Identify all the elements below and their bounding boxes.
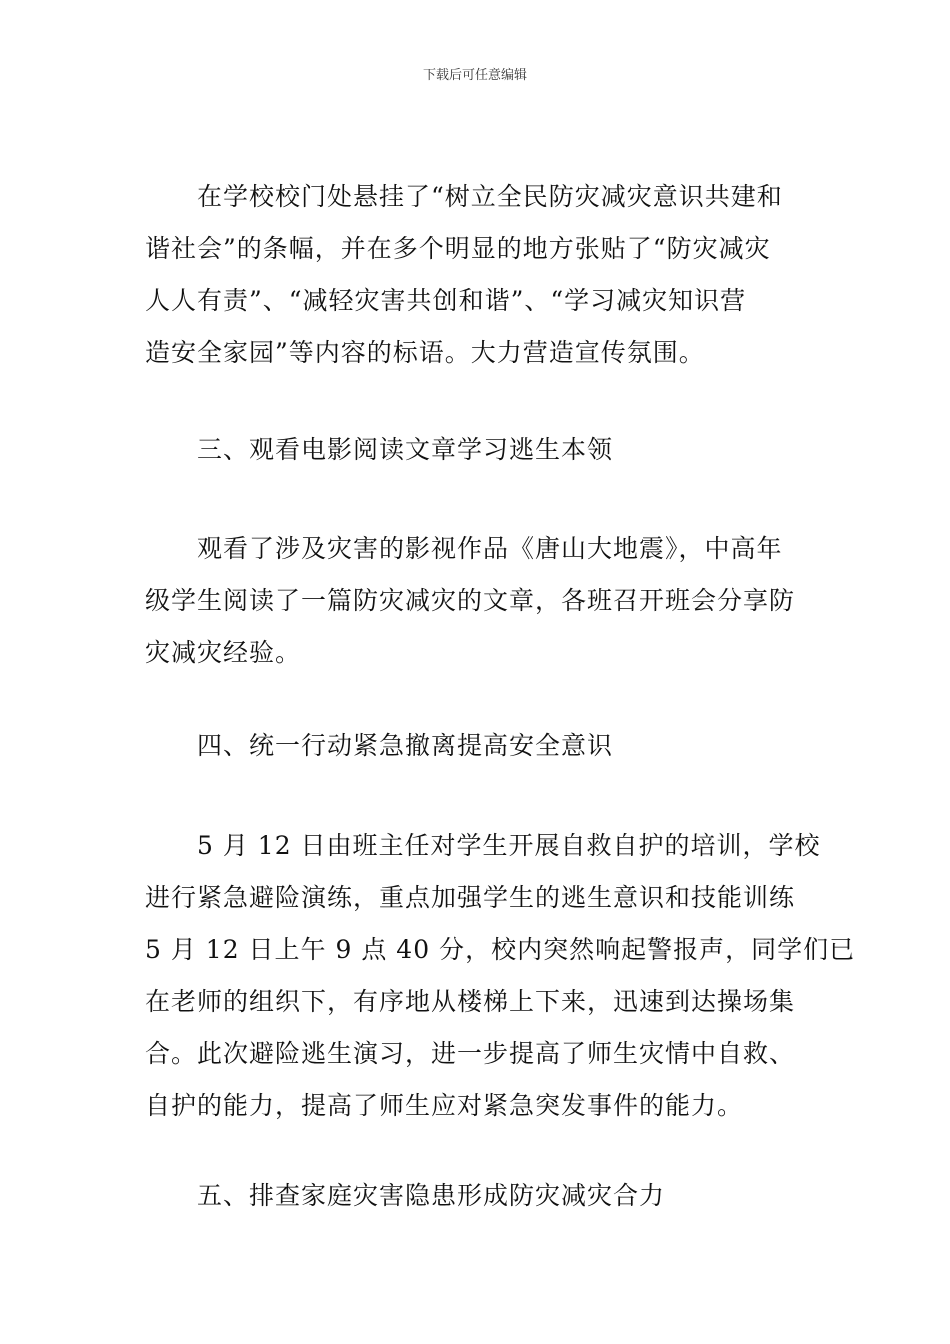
- paragraph-line: 5 月 12 日由班主任对学生开展自救自护的培训，学校: [197, 831, 821, 860]
- paragraph-publicity: [145, 171, 805, 379]
- paragraph-line: 自护的能力，提高了师生应对紧急突发事件的能力。: [145, 1091, 744, 1120]
- section-heading-4: 四、统一行动紧急撤离提高安全意识: [197, 731, 614, 760]
- paragraph-line: 在老师的组织下，有序地从楼梯上下来，迅速到达操场集: [145, 987, 796, 1016]
- paragraph-line: 人人有责”、“减轻灾害共创和谐”、“学习减灾知识营: [145, 286, 747, 315]
- paragraph-line: 5 月 12 日上午 9 点 40 分，校内突然响起警报声，同学们已: [145, 935, 856, 964]
- paragraph-line: 谐社会”的条幅，并在多个明显的地方张贴了“防灾减灾: [145, 234, 771, 263]
- paragraph-film: [145, 523, 805, 679]
- paragraph-line: 在学校校门处悬挂了“树立全民防灾减灾意识共建和: [197, 182, 783, 211]
- paragraph-line: 进行紧急避险演练，重点加强学生的逃生意识和技能训练: [145, 883, 796, 912]
- paragraph-line: 级学生阅读了一篇防灾减灾的文章，各班召开班会分享防: [145, 586, 796, 615]
- paragraph-line: 合。此次避险逃生演习，进一步提高了师生灾情中自救、: [145, 1039, 796, 1068]
- section-heading-3: 三、观看电影阅读文章学习逃生本领: [197, 435, 614, 464]
- paragraph-line: 观看了涉及灾害的影视作品《唐山大地震》，中高年: [197, 534, 783, 563]
- page-header: 下载后可任意编辑: [422, 68, 527, 83]
- paragraph-line: 造安全家园”等内容的标语。大力营造宣传氛围。: [145, 338, 705, 367]
- section-heading-5: 五、排查家庭灾害隐患形成防灾减灾合力: [197, 1181, 666, 1210]
- paragraph-drill: [145, 820, 856, 1132]
- paragraph-line: 灾减灾经验。: [145, 638, 302, 667]
